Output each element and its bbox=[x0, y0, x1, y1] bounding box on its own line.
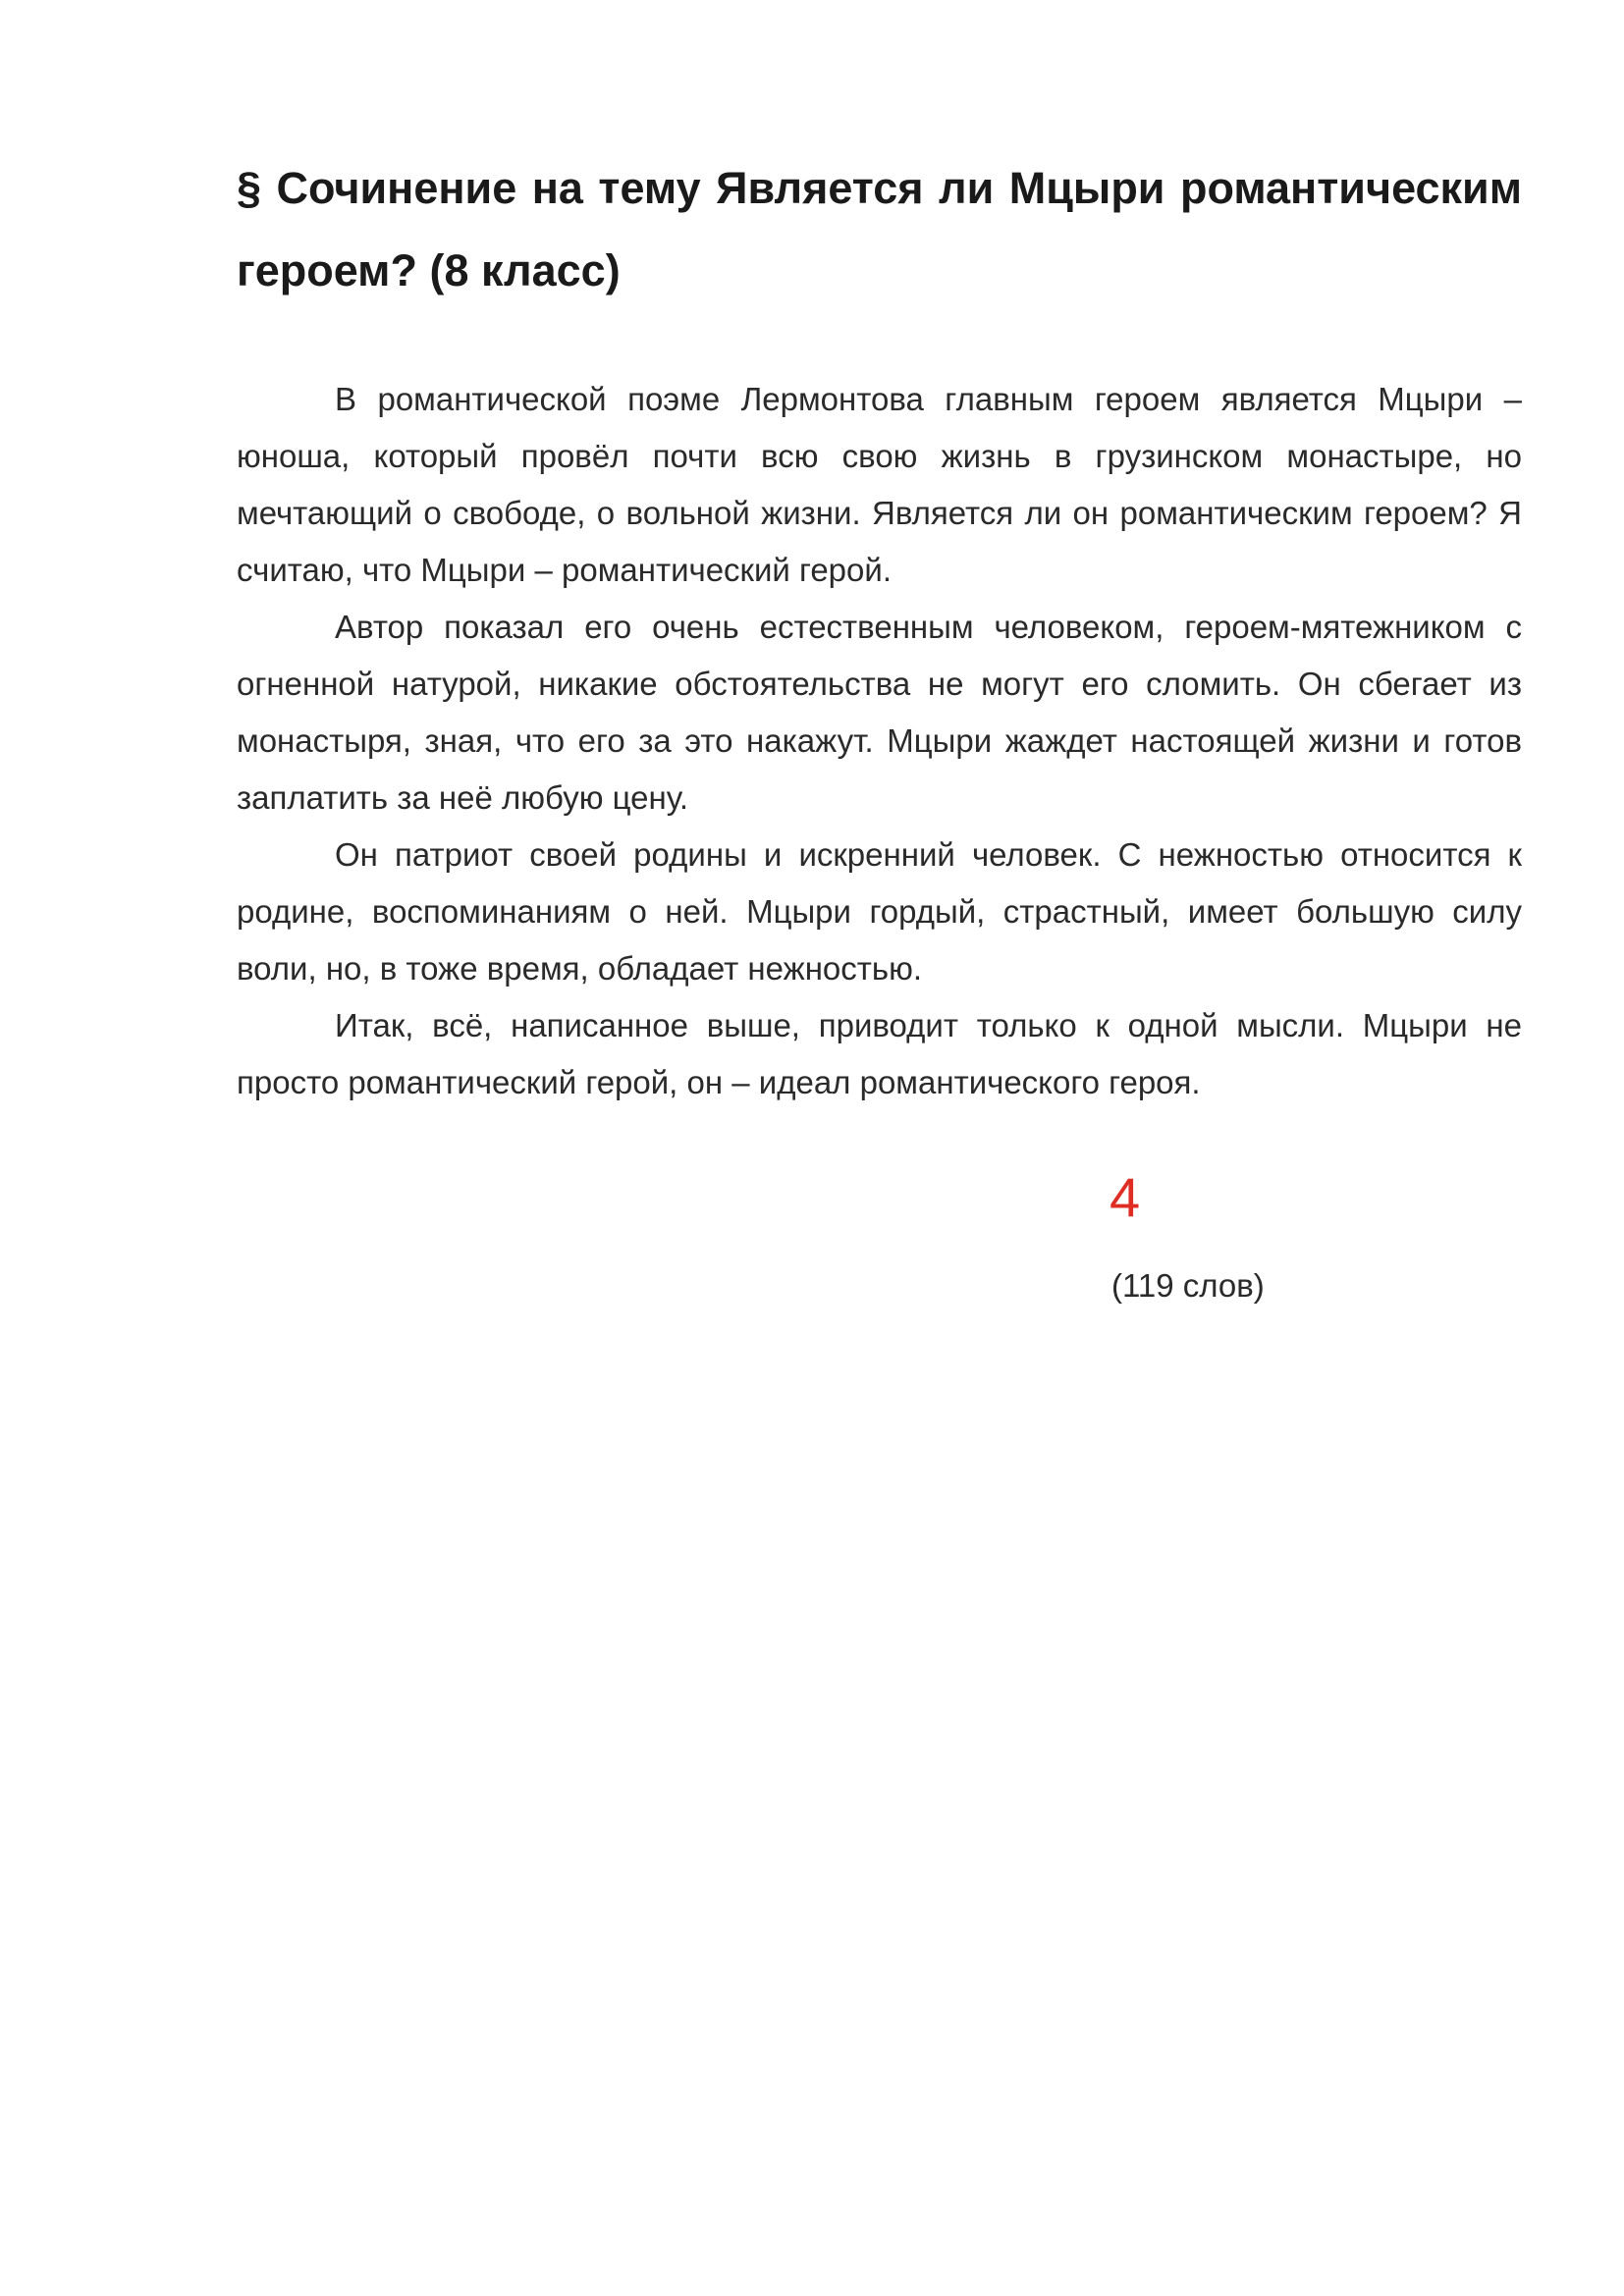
grade-mark: 4 bbox=[1110, 1166, 1141, 1228]
essay-paragraph-1: В романтической поэме Лермонтова главным героем является Мцыри – юноша, который провёл почти всю свою жизнь в грузинском монастыре, но мечтающий о свободе, о вольной жизни. Является ли он романтическим героем? Я считаю, что Мцыри – романтический герой. bbox=[237, 381, 1522, 588]
essay-paragraph-3: Он патриот своей родины и искренний человек. С нежностью относится к родине, воспоминаниям о ней. Мцыри гордый, страстный, имеет большую силу воли, но, в тоже время, обладает нежностью. bbox=[237, 836, 1522, 987]
essay-content bbox=[237, 147, 1522, 1111]
essay-body bbox=[237, 371, 1522, 1111]
essay-title: § Сочинение на тему Является ли Мцыри романтическим героем? (8 класс) bbox=[237, 163, 1522, 295]
essay-paragraph-2: Автор показал его очень естественным человеком, героем-мятежником с огненной натурой, никакие обстоятельства не могут его сломить. Он сбегает из монастыря, зная, что его за это накажут. Мцыри жаждет настоящей жизни и готов заплатить за неё любую цену. bbox=[237, 609, 1522, 816]
word-count: (119 слов) bbox=[1111, 1267, 1265, 1304]
essay-paragraph-4: Итак, всё, написанное выше, приводит только к одной мысли. Мцыри не просто романтический герой, он – идеал романтического героя. bbox=[237, 1007, 1522, 1100]
